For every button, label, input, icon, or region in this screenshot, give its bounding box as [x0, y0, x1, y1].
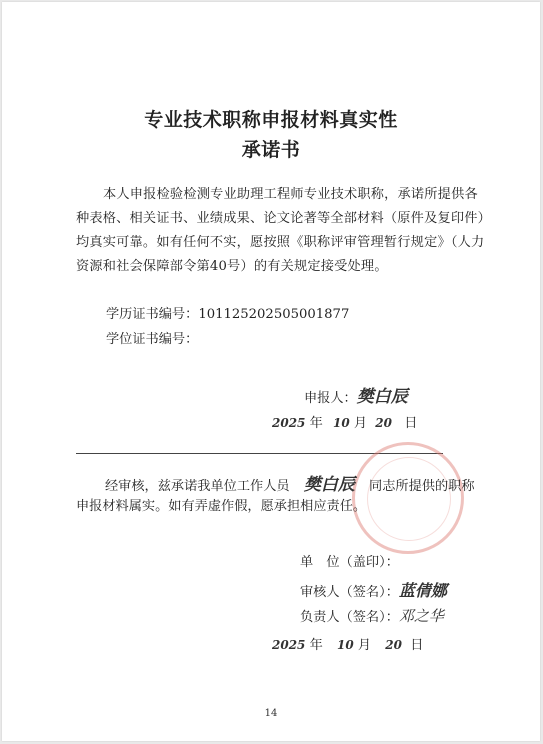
pledge-paragraph: 本人申报检验检测专业助理工程师专业技术职称，承诺所提供各种表格、相关证书、业绩成果、论文论著等全部材料（原件及复印件）均真实可靠。如有任何不实，愿按照《职称评审管理暂行规定》（人力资源和社会保障部令第40号）的有关规定接受处理。: [76, 187, 485, 274]
unit-date-day: 20: [385, 638, 402, 652]
document-page: [2, 2, 540, 741]
unit-date-month: 10: [337, 638, 354, 652]
diploma-label: 学历证书编号：: [106, 307, 199, 322]
document-title: 专业技术职称申报材料真实性: [144, 109, 398, 131]
unit-date-year: 2025: [272, 638, 306, 652]
unit-seal-label: 单 位（盖印）：: [300, 555, 399, 570]
applicant-label: 申报人：: [304, 391, 357, 406]
applicant-date-year: 2025: [272, 416, 306, 430]
diploma-number: 101125202505001877: [198, 307, 350, 322]
reviewer-label: 审核人（签名）：: [300, 585, 399, 600]
review-signature: 樊白辰: [303, 475, 355, 495]
applicant-date: 2025 年 10 月 20 日: [272, 416, 418, 431]
review-text-after: 同志所提供的职称: [369, 479, 475, 494]
applicant-signature: 樊白辰: [356, 387, 408, 407]
responsible-signature: 邓之华: [398, 607, 444, 625]
document-subtitle: 承诺书: [241, 139, 301, 161]
official-seal: [352, 442, 464, 554]
reviewer-row: [300, 578, 447, 601]
reviewer-signature: 蓝倩娜: [398, 581, 447, 600]
page-number: 14: [264, 708, 278, 719]
applicant-date-day: 20: [375, 416, 392, 430]
review-text-before: 经审核，兹承诺我单位工作人员: [105, 479, 290, 494]
applicant-date-month: 10: [333, 416, 350, 430]
diploma-row: [106, 303, 349, 322]
review-row: [105, 470, 475, 495]
responsible-row: [300, 605, 444, 626]
degree-label: 学位证书编号：: [106, 332, 199, 347]
applicant-row: [304, 382, 408, 407]
unit-date: 2025 年 10 月 20 日: [272, 638, 424, 653]
responsible-label: 负责人（签名）：: [300, 610, 399, 625]
review-line2: 申报材料属实。如有弄虚作假，愿承担相应责任。: [76, 499, 367, 514]
